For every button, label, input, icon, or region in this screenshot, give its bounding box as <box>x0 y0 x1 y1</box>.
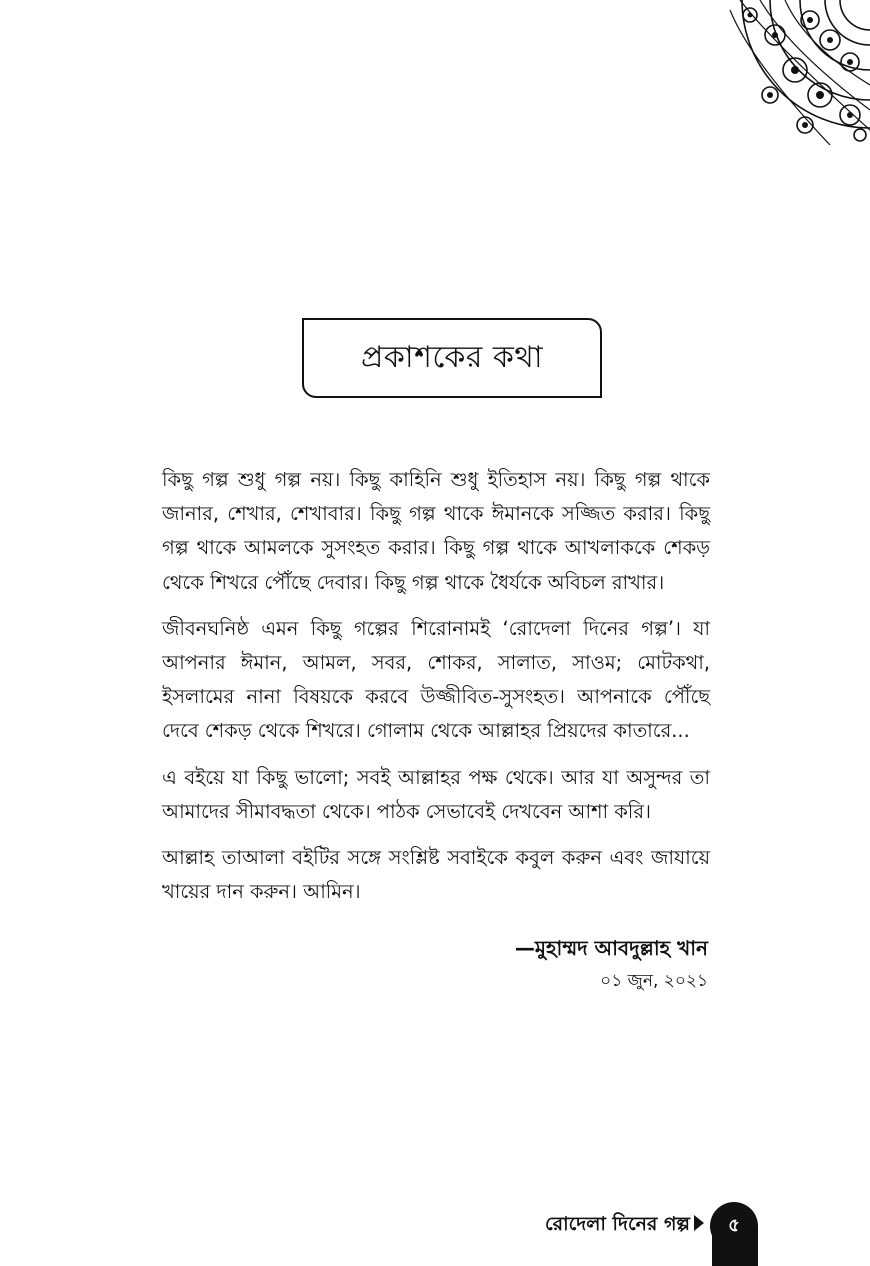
signature-block <box>515 933 708 995</box>
paragraph: জীবনঘনিষ্ঠ এমন কিছু গল্পের শিরোনামই ‘রোদেলা দিনের গল্প’। যা আপনার ঈমান, আমল, সবর, শোকর, সালাত, সাওম; মোটকথা, ইসলামের নানা বিষয়কে করবে উজ্জীবিত-সুসংহত। আপনাকে পৌঁছে দেবে শেকড় থেকে শিখরে। গোলাম থেকে আল্লাহর প্রিয়দের কাতারে... <box>162 616 710 743</box>
footer-book-title: রোদেলা দিনের গল্প <box>544 1213 690 1235</box>
body-text <box>162 463 710 921</box>
signature-date: ০১ জুন, ২০২১ <box>600 971 708 991</box>
page-title: প্রকাশকের কথা <box>360 339 544 375</box>
triangle-right-icon <box>694 1215 704 1231</box>
author-name: —মুহাম্মদ আবদুল্লাহ খান <box>514 936 708 960</box>
paragraph: কিছু গল্প শুধু গল্প নয়। কিছু কাহিনি শুধু ইতিহাস নয়। কিছু গল্প থাকে জানার, শেখার, শেখাবার। কিছু গল্প থাকে ঈমানকে সজ্জিত করার। কিছু গল্প থাকে আমলকে সুসংহত করার। কিছু গল্প থাকে আখলাককে শেকড় থেকে শিখরে পৌঁছে দেবার। কিছু গল্প থাকে ধৈর্যকে অবিচল রাখার। <box>162 468 710 594</box>
paragraph: আল্লাহ তাআলা বইটির সঙ্গে সংশ্লিষ্ট সবাইকে কবুল করুন এবং জাযায়ে খায়ের দান করুন। আমিন। <box>162 846 710 904</box>
page-footer <box>0 1200 870 1266</box>
page-number: ৫ <box>710 1202 758 1250</box>
heading-box <box>302 318 602 398</box>
mandala-ornament-icon <box>710 0 870 145</box>
paragraph: এ বইয়ে যা কিছু ভালো; সবই আল্লাহর পক্ষ থেকে। আর যা অসুন্দর তা আমাদের সীমাবদ্ধতা থেকে। পাঠক সেভাবেই দেখবেন আশা করি। <box>162 765 710 823</box>
